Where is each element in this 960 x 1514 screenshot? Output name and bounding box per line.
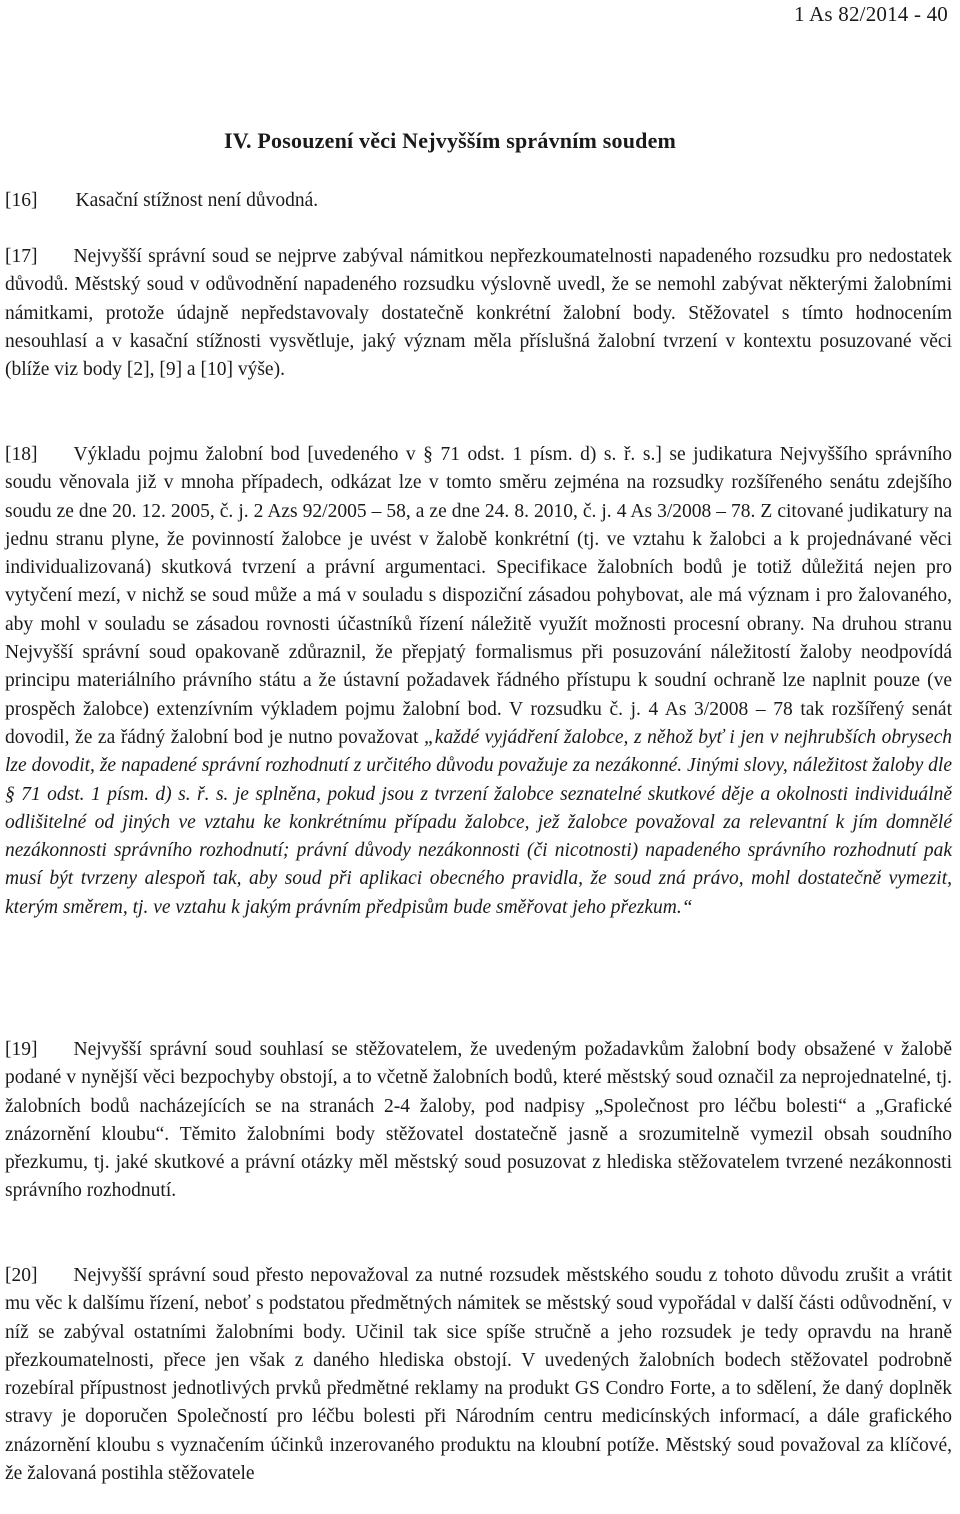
paragraph-number: [20] bbox=[5, 1265, 38, 1286]
paragraph-text: Kasační stížnost není důvodná. bbox=[75, 190, 319, 211]
paragraph-19 bbox=[5, 1036, 952, 1206]
paragraph-text: Nejvyšší správní soud přesto nepovažoval za nutné rozsudek městského soudu z tohoto důvodu zrušit a vrátit mu věc k dalšímu řízení, neboť s podstatou předmětných námitek se městský soud vypořádal v další části odůvodnění, v níž se zabýval ostatními žalobními body. Učinil tak sice spíše stručně a jeho rozsudek je tedy opravdu na hraně přezkoumatelnosti, přece jen však z daného hlediska obstojí. V uvedených žalobních bodech stěžovatel podrobně rozebíral přípustnost jednotlivých prvků předmětné reklamy na produkt GS Condro Forte, a to sdělení, že daný doplněk stravy je doporučen Společností pro léčbu bolesti při Národním centru medicínských informací, a dále grafického znázornění kloubu s vyznačením účinků inzerovaného produktu na kloubní potíže. Městský soud považoval za klíčové, že žalovaná postihla stěžovatele bbox=[5, 1265, 952, 1485]
paragraph-number: [17] bbox=[5, 246, 38, 267]
paragraph-quote: „každé vyjádření žalobce, z něhož byť i jen v nejhrubších obrysech lze dovodit, že napadené správní rozhodnutí z určitého důvodu považuje za nezákonné. Jinými slovy, náležitost žaloby dle § 71 odst. 1 písm. d) s. ř. s. je splněna, pokud jsou z tvrzení žalobce seznatelné skutkové děje a okolnosti individuálně odlišitelné od jiných ve vztahu ke konkrétnímu případu žalobce, jež žalobce považoval za relevantní k jím domnělé nezákonnosti správního rozhodnutí; právní důvody nezákonnosti (či nicotnosti) napadeného správního rozhodnutí pak musí být tvrzeny alespoň tak, aby soud při aplikaci obecného pravidla, že soud zná právo, mohl dostatečně vymezit, kterým směrem, tj. ve vztahu k jakým právním předpisům bude směřovat jeho přezkum.“ bbox=[5, 726, 952, 918]
section-heading: IV. Posouzení věci Nejvyšším správním soudem bbox=[224, 128, 677, 153]
paragraph-16 bbox=[5, 187, 952, 215]
paragraph-20 bbox=[5, 1262, 952, 1488]
paragraph-text: Nejvyšší správní soud souhlasí se stěžovatelem, že uvedeným požadavkům žalobní body obsažené v žalobě podané v nynější věci bezpochyby obstojí, a to včetně žalobních bodů, které městský soud označil za neprojednatelné, tj. žalobních bodů nacházejících se na stranách 2-4 žaloby, pod nadpisy „Společnost pro léčbu bolesti“ a „Grafické znázornění kloubu“. Těmito žalobními body stěžovatel dostatečně jasně a srozumitelně vymezil obsah soudního přezkumu, tj. jaké skutkové a právní otázky měl městský soud posuzovat z hlediska stěžovatelem tvrzené nezákonnosti správního rozhodnutí. bbox=[5, 1039, 952, 1202]
paragraph-number: [16] bbox=[5, 190, 38, 211]
paragraph-17 bbox=[5, 243, 952, 384]
paragraph-number: [18] bbox=[5, 444, 38, 465]
case-reference: 1 As 82/2014 - 40 bbox=[794, 2, 948, 26]
paragraph-text: Nejvyšší správní soud se nejprve zabýval námitkou nepřezkoumatelnosti napadeného rozsudku pro nedostatek důvodů. Městský soud v odůvodnění napadeného rozsudku výslovně uvedl, že se nemohl zabývat některými žalobními námitkami, protože údajně nepředstavovaly dostatečně konkrétní žalobní body. Stěžovatel s tímto hodnocením nesouhlasí a v kasační stížnosti vysvětluje, jaký význam měla příslušná žalobní tvrzení v kontextu posuzované věci (blíže viz body [2], [9] a [10] výše). bbox=[5, 246, 952, 381]
paragraph-18 bbox=[5, 441, 952, 922]
paragraph-number: [19] bbox=[5, 1039, 38, 1060]
paragraph-text: Výkladu pojmu žalobní bod [uvedeného v § 71 odst. 1 písm. d) s. ř. s.] se judikatura Nejvyššího správního soudu věnovala již v mnoha případech, odkázat lze v tomto směru zejména na rozsudky rozšířeného senátu zdejšího soudu ze dne 20. 12. 2005, č. j. 2 Azs 92/2005 – 58, a ze dne 24. 8. 2010, č. j. 4 As 3/2008 – 78. Z citované judikatury na jednu stranu plyne, že povinností žalobce je uvést v žalobě konkrétní (tj. ve vztahu k žalobci a k projednávané věci individualizovaná) skutková tvrzení a právní argumentaci. Specifikace žalobních bodů je totiž důležitá nejen pro vytyčení mezí, v nichž se soud může a má v souladu s dispoziční zásadou pohybovat, ale má význam i pro žalovaného, aby mohl v souladu se zásadou rovnosti účastníků řízení náležitě využít možnosti procesní obrany. Na druhou stranu Nejvyšší správní soud opakovaně zdůraznil, že přepjatý formalismus při posuzování náležitostí žaloby neodpovídá principu materiálního právního státu a že ústavní požadavek řádného přístupu k soudní ochraně lze naplnit pouze (ve prospěch žalobce) extenzívním výkladem pojmu žalobní bod. V rozsudku č. j. 4 As 3/2008 – 78 tak rozšířený senát dovodil, že za řádný žalobní bod je nutno považovat bbox=[5, 444, 952, 748]
